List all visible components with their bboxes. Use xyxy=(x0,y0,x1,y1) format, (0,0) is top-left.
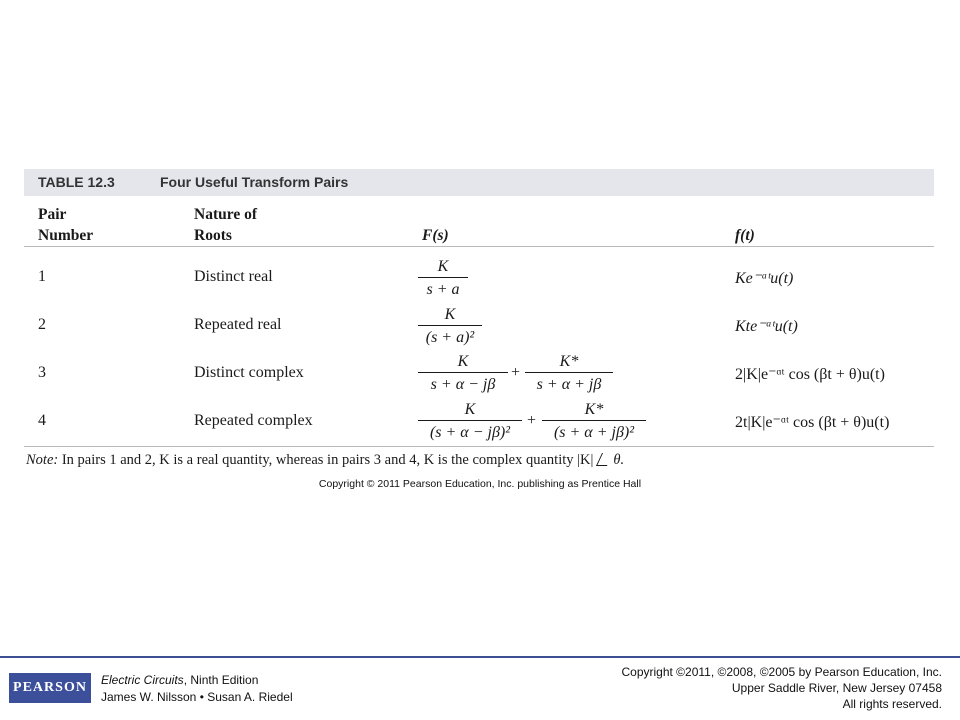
header-nature-of-roots xyxy=(194,204,257,246)
fraction-bar xyxy=(418,277,468,278)
fs-fraction-first xyxy=(418,400,522,442)
fraction-bar xyxy=(418,325,482,326)
book-authors: James W. Nilsson • Susan A. Riedel xyxy=(101,690,293,704)
note-text: In pairs 1 and 2, K is a real quantity, whereas in pairs 3 and 4, K is the complex quantity |K| xyxy=(61,452,594,468)
fs-denominator: (s + α + jβ)² xyxy=(553,424,635,441)
ft-expression: Kte⁻ᵃᵗu(t) xyxy=(735,318,798,335)
fs-numerator: K* xyxy=(559,353,579,370)
row-number: 3 xyxy=(38,364,46,381)
row-number: 1 xyxy=(38,268,46,285)
row-number: 4 xyxy=(38,412,46,429)
angle-icon xyxy=(596,453,613,466)
table-number: TABLE 12.3 xyxy=(38,174,115,190)
plus-sign: + xyxy=(511,364,521,381)
image-copyright: Copyright © 2011 Pearson Education, Inc. publishing as Prentice Hall xyxy=(318,478,642,490)
note-label: Note: xyxy=(26,452,59,468)
copyright-line3: All rights reserved. xyxy=(842,697,942,711)
header-roots-line2: Roots xyxy=(194,227,232,244)
header-ft: f(t) xyxy=(735,227,755,244)
plus-sign: + xyxy=(527,412,537,429)
fs-numerator: K xyxy=(437,258,449,275)
ft-expression: 2t|K|e⁻ᵅᵗ cos (βt + θ)u(t) xyxy=(735,414,890,431)
book-title: Electric Circuits xyxy=(101,673,184,687)
copyright-line2: Upper Saddle River, New Jersey 07458 xyxy=(731,681,942,695)
fs-fraction-first xyxy=(418,352,508,394)
book-info xyxy=(101,672,293,706)
header-pair-number xyxy=(38,204,93,246)
table-title-bar xyxy=(24,169,934,196)
row-number: 2 xyxy=(38,316,46,333)
header-pair-line2: Number xyxy=(38,227,94,244)
fraction-bar xyxy=(542,420,646,421)
table-bottom-rule xyxy=(24,446,934,447)
fs-denominator: s + α − jβ xyxy=(430,376,496,393)
row-nature: Distinct complex xyxy=(194,364,304,381)
note-tail: θ. xyxy=(613,452,625,468)
fs-denominator: s + α + jβ xyxy=(536,376,602,393)
header-pair-line1: Pair xyxy=(38,206,67,223)
publisher-copyright xyxy=(621,664,942,712)
fs-fraction xyxy=(418,305,482,347)
fs-denominator: (s + α − jβ)² xyxy=(429,424,511,441)
ft-expression: 2|K|e⁻ᵅᵗ cos (βt + θ)u(t) xyxy=(735,366,885,383)
row-nature: Repeated complex xyxy=(194,412,313,429)
fs-denominator: (s + a)² xyxy=(425,329,475,346)
header-rule xyxy=(24,246,934,247)
table-note xyxy=(26,452,624,469)
fs-fraction xyxy=(418,257,468,299)
row-nature: Repeated real xyxy=(194,316,282,333)
table-title: Four Useful Transform Pairs xyxy=(160,174,349,190)
fs-numerator: K xyxy=(457,353,469,370)
fraction-bar xyxy=(418,372,508,373)
header-roots-line1: Nature of xyxy=(194,206,257,223)
row-nature: Distinct real xyxy=(194,268,273,285)
fraction-bar xyxy=(525,372,613,373)
fs-numerator: K xyxy=(444,306,456,323)
fs-denominator: s + a xyxy=(426,281,460,298)
book-edition: , Ninth Edition xyxy=(183,673,259,687)
fs-fraction-second xyxy=(542,400,646,442)
fs-numerator: K xyxy=(464,401,476,418)
fs-fraction-second xyxy=(525,352,613,394)
footer-divider xyxy=(0,656,960,658)
header-fs: F(s) xyxy=(422,227,449,244)
fs-numerator: K* xyxy=(584,401,604,418)
fraction-bar xyxy=(418,420,522,421)
pearson-logo: PEARSON xyxy=(9,673,91,703)
copyright-line1: Copyright ©2011, ©2008, ©2005 by Pearson Education, Inc. xyxy=(621,665,942,679)
ft-expression: Ke⁻ᵃᵗu(t) xyxy=(735,270,794,287)
